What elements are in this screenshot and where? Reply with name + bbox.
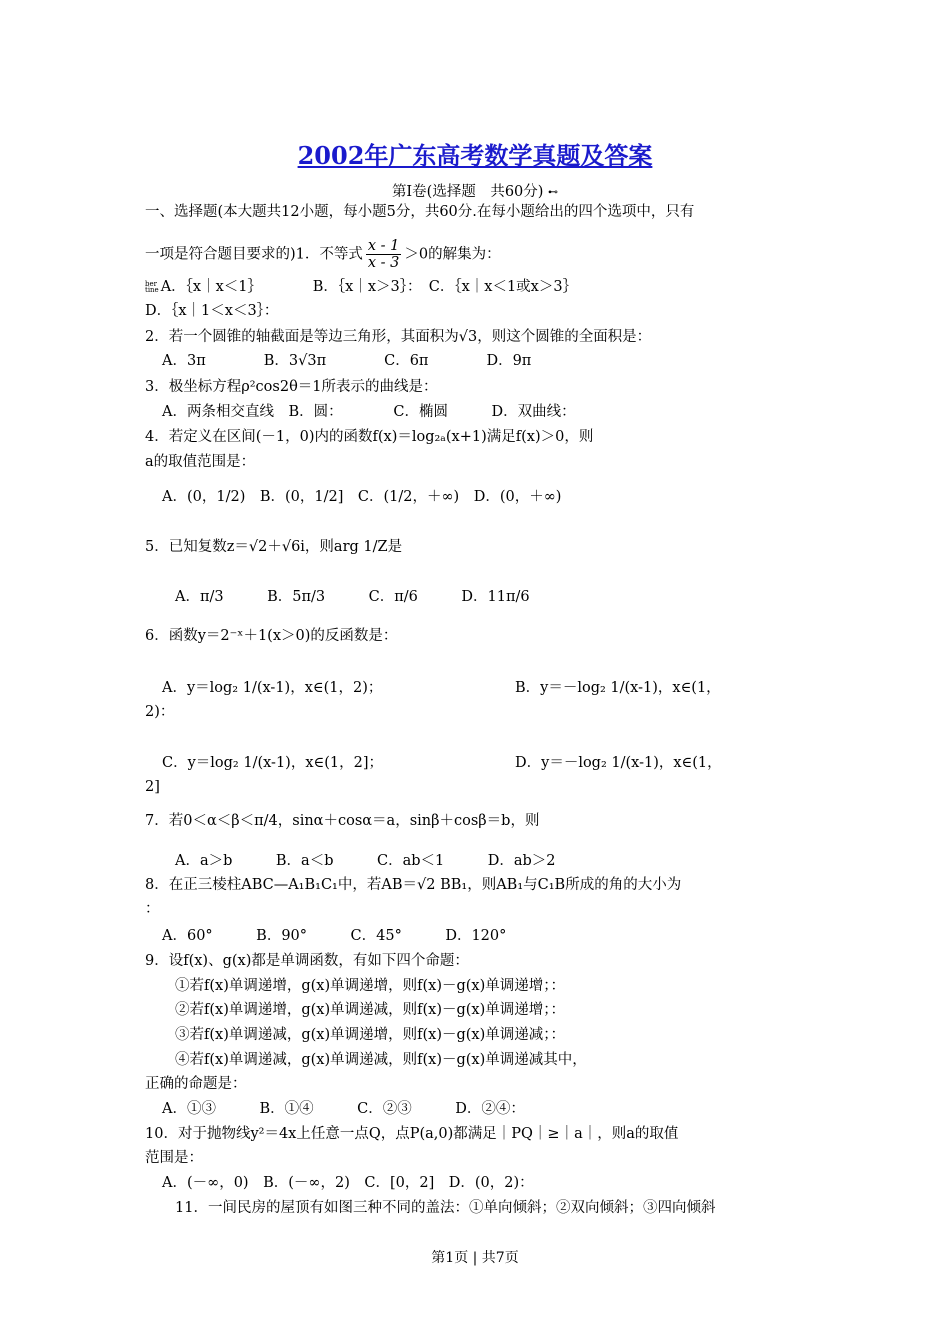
q1-fraction-den: x - 3	[367, 255, 400, 271]
q6-option-b-cont: 2)：	[145, 704, 175, 720]
q9-statement-4: ④若f(x)单调递减，g(x)单调递减，则f(x)－g(x)单调递减其中，	[175, 1052, 587, 1068]
question-2: 2．若一个圆锥的轴截面是等边三角形，其面积为√3，则这个圆锥的全面积是：	[145, 329, 652, 345]
intro-line-2a: 一项是符合题目要求的)1．不等式	[145, 246, 363, 263]
question-10-cont: 范围是：	[145, 1150, 203, 1166]
q9-statement-3: ③若f(x)单调递减，g(x)单调递增，则f(x)－g(x)单调递减；：	[175, 1027, 566, 1043]
section-subtitle	[0, 180, 950, 201]
question-7: 7．若0＜α＜β＜π/4，sinα＋cosα＝a，sinβ＋cosβ＝b，则	[145, 813, 540, 829]
question-4-line-2: a的取值范围是：	[145, 454, 256, 470]
q1-options-1	[145, 278, 577, 296]
q1-options-2: D．｛x｜1＜x＜3｝：	[145, 303, 279, 319]
question-9: 9．设f(x)、g(x)都是单调函数，有如下四个命题：	[145, 953, 469, 969]
q1-fraction	[366, 238, 402, 271]
q8-options: A．60° B．90° C．45° D．120°	[162, 928, 507, 944]
q7-options: A．a＞b B．a＜b C．ab＜1 D．ab＞2	[175, 853, 556, 869]
q6-option-c: C．y＝log₂ 1/(x-1)，x∈(1，2]；	[162, 755, 384, 771]
q1-fraction-num: x - 1	[367, 238, 400, 254]
q4-options: A．(0，1/2) B．(0，1/2] C．(1/2，＋∞) D．(0，＋∞)	[162, 489, 562, 505]
question-5: 5．已知复数z＝√2＋√6i，则arg 1/Z是	[145, 539, 403, 555]
question-8: 8．在正三棱柱ABC—A₁B₁C₁中，若AB＝√2 BB₁，则AB₁与C₁B所成的角的大小为	[145, 877, 682, 893]
page-footer: 第1页 | 共7页	[431, 1250, 519, 1266]
intro-line-2	[145, 238, 501, 271]
question-3: 3．极坐标方程ρ²cos2θ＝1所表示的曲线是：	[145, 379, 438, 395]
q1-options-1-text: A．｛x｜x＜1｝ B．｛x｜x＞3｝： C．｛x｜x＜1或x＞3｝	[160, 279, 578, 295]
subtitle-text: 第Ⅰ卷(选择题 共60分)	[391, 184, 544, 200]
q6-option-d-cont: 2]	[145, 779, 160, 795]
question-8-cont: ：	[145, 901, 160, 917]
question-6: 6．函数y＝2⁻ˣ＋1(x＞0)的反函数是：	[145, 628, 398, 644]
q5-options: A．π/3 B．5π/3 C．π/6 D．11π/6	[175, 589, 530, 605]
q6-option-a: A．y＝log₂ 1/(x-1)，x∈(1，2)；	[162, 680, 383, 696]
q2-options: A．3π B．3√3π C．6π D．9π	[162, 353, 532, 369]
intro-line-2b: ＞0的解集为：	[404, 246, 501, 263]
question-10: 10．对于抛物线y²＝4x上任意一点Q，点P(a,0)都满足｜PQ｜≥｜a｜，则a的取值	[145, 1126, 679, 1142]
field-marker-icon: ber tine	[145, 280, 159, 294]
q9-statement-5: 正确的命题是：	[145, 1076, 247, 1092]
q3-options: A．两条相交直线 B．圆： C．椭圆 D．双曲线：	[162, 404, 576, 420]
q6-option-b: B．y＝－log₂ 1/(x-1)，x∈(1，	[515, 680, 721, 696]
q10-options: A．(－∞，0) B．(－∞，2) C．[0，2] D．(0，2)：	[162, 1175, 534, 1191]
q9-statement-1: ①若f(x)单调递增，g(x)单调递增，则f(x)－g(x)单调递增；：	[175, 978, 566, 994]
q6-option-d: D．y＝－log₂ 1/(x-1)，x∈(1，	[515, 755, 722, 771]
question-11: 11．一间民房的屋顶有如图三种不同的盖法：①单向倾斜；②双向倾斜；③四向倾斜	[175, 1200, 716, 1216]
intro-line-1: 一、选择题(本大题共12小题，每小题5分，共60分.在每小题给出的四个选项中，只有	[145, 204, 695, 220]
page-title[interactable]: 2002年广东高考数学真题及答案	[297, 141, 653, 170]
question-4-line-1: 4．若定义在区间(－1，0)内的函数f(x)＝log₂ₐ(x+1)满足f(x)＞0，则	[145, 429, 594, 445]
link-mark-icon: ⊷	[548, 186, 559, 198]
q9-options: A．①③ B．①④ C．②③ D．②④：	[162, 1101, 525, 1117]
q9-statement-2: ②若f(x)单调递增，g(x)单调递减，则f(x)－g(x)单调递增；：	[175, 1002, 566, 1018]
